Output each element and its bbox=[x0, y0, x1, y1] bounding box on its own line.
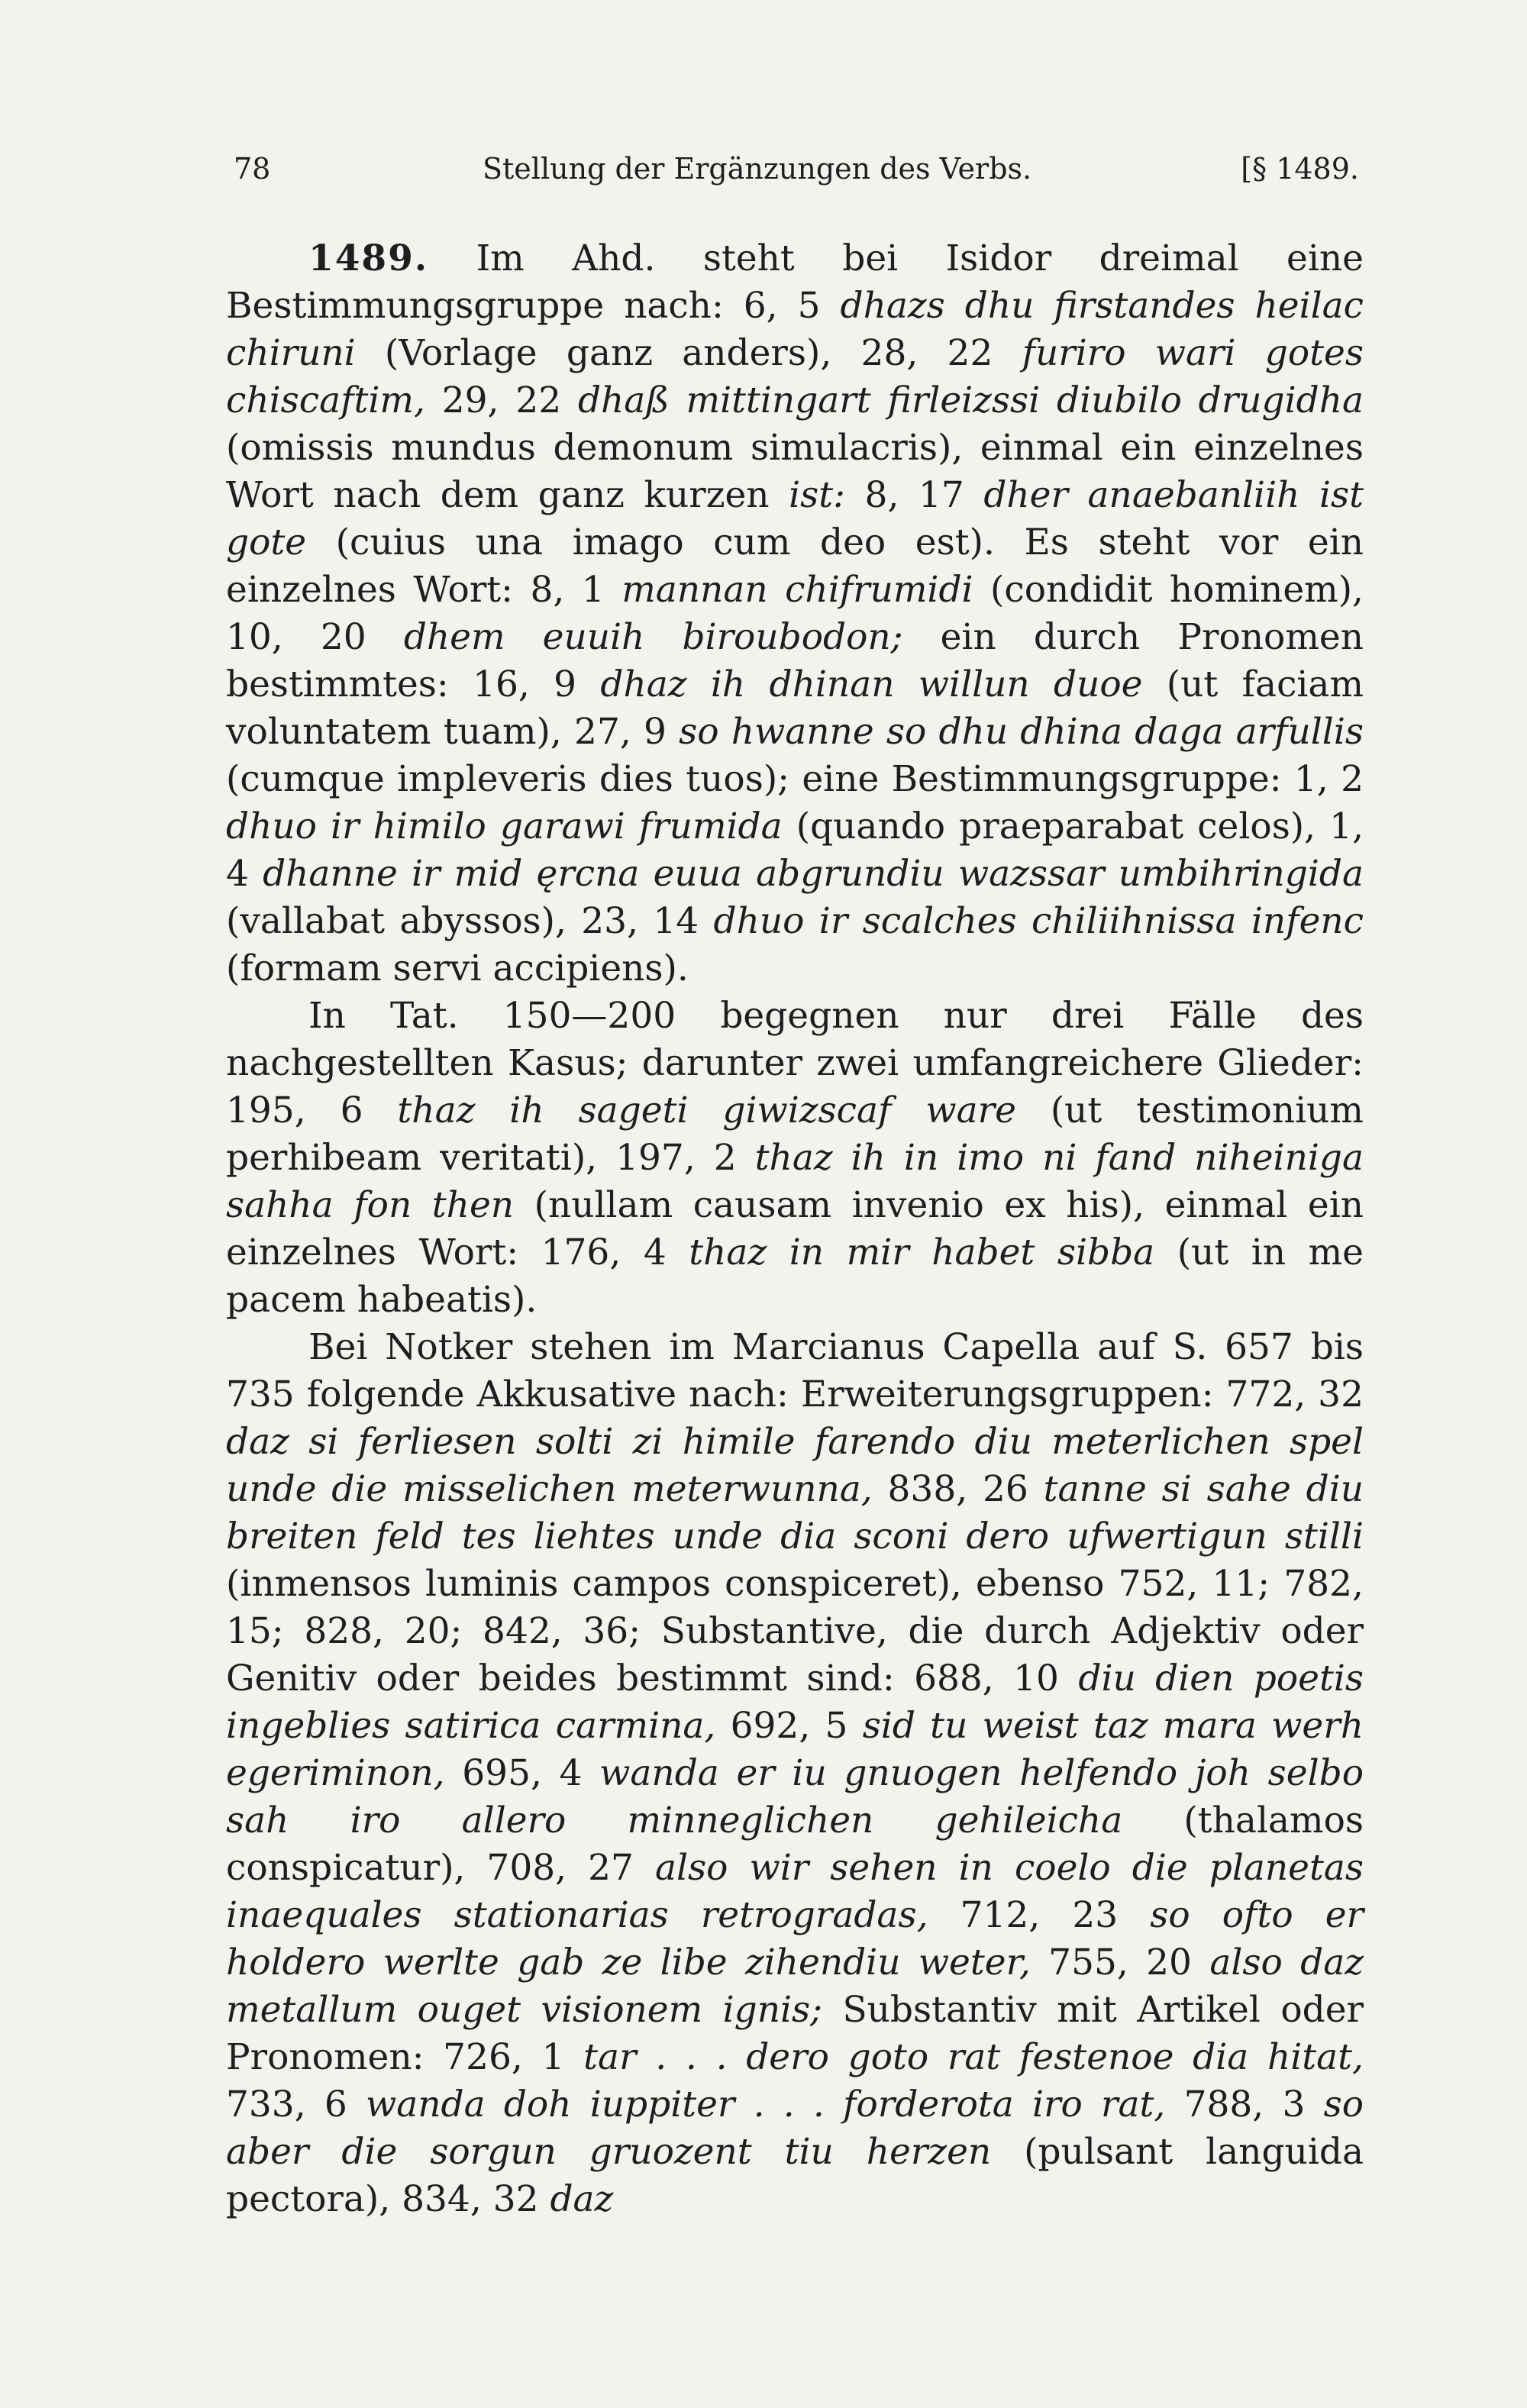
old-high-german-quote: so aber die sorgun gruozent tiu herzen bbox=[226, 2084, 1364, 2173]
text-run: (ut in me pacem habeatis). bbox=[226, 1231, 1364, 1321]
text-run: (nullam causam invenio ex his), einmal ein einzelnes Wort: 176, 4 bbox=[226, 1184, 1364, 1273]
text-run: ein durch Pronomen bestimmtes: 16, 9 bbox=[226, 616, 1364, 705]
text-run: (cuius una imago cum deo est). Es steht vor ein einzelnes Wort: 8, 1 bbox=[226, 521, 1364, 611]
old-high-german-quote: dhaz ih dhinan willun duoe bbox=[600, 663, 1143, 705]
section-reference: [§ 1489. bbox=[1241, 152, 1359, 186]
text-run: 788, 3 bbox=[1165, 2084, 1324, 2126]
text-run: (ut testimonium perhibeam veritati), 197, 2 bbox=[226, 1089, 1364, 1179]
text-run: (inmensos luminis campos conspiceret), ebenso 752, 11; 782, 15; 828, 20; 842, 36; Substantive, die durch Adjektiv oder Genitiv oder beides bestimmt sind: 688, 10 bbox=[226, 1563, 1364, 1699]
old-high-german-quote: dher anaebanliih ist gote bbox=[226, 474, 1364, 563]
text-run: (omissis mundus demonum simulacris), einmal ein einzelnes Wort nach dem ganz kurzen bbox=[226, 427, 1364, 516]
section-number: 1489. bbox=[308, 237, 429, 279]
text-run: (quando praeparabat celos), 1, 4 bbox=[226, 805, 1364, 895]
old-high-german-quote: tar . . . dero goto rat festenoe dia hitat, bbox=[583, 2036, 1364, 2078]
text-run: 838, 26 bbox=[872, 1468, 1044, 1510]
old-high-german-quote: dhanne ir mid ęrcna euua abgrundiu wazssar umbihringida bbox=[263, 853, 1364, 895]
old-high-german-quote: dhuo ir scalches chiliihnissa infenc bbox=[713, 900, 1364, 942]
old-high-german-quote: thaz in mir habet sibba bbox=[689, 1231, 1155, 1273]
text-run: (pulsant languida pectora), 834, 32 bbox=[226, 2131, 1364, 2220]
text-run: 755, 20 bbox=[1030, 1942, 1210, 1984]
old-high-german-quote: wanda doh iuppiter . . . forderota iro rat, bbox=[366, 2084, 1166, 2126]
text-run: (thalamos conspicatur), 708, 27 bbox=[226, 1800, 1364, 1889]
text-run: Bei Notker stehen im Marcianus Capella auf S. 657 bis 735 folgende Akkusative nach: Erweiterungsgruppen: 772, 32 bbox=[226, 1326, 1364, 1415]
old-high-german-quote: also daz metallum ouget visionem ignis; bbox=[226, 1942, 1364, 2031]
old-high-german-quote: so hwanne so dhu dhina daga arfullis bbox=[679, 711, 1364, 753]
text-run: 692, 5 bbox=[715, 1705, 863, 1747]
text-run: In Tat. 150—200 begegnen nur drei Fälle des nachgestellten Kasus; darunter zwei umfangreichere Glieder: 195, 6 bbox=[226, 995, 1364, 1131]
page-number: 78 bbox=[234, 152, 271, 186]
old-high-german-quote: thaz ih sageti giwizscaf ware bbox=[397, 1089, 1016, 1131]
old-high-german-quote: daz bbox=[550, 2178, 614, 2220]
text-run: 733, 6 bbox=[226, 2084, 366, 2126]
text-run: (vallabat abyssos), 23, 14 bbox=[226, 900, 714, 942]
text-run: 29, 22 bbox=[425, 379, 578, 421]
text-run: Substantiv mit Artikel oder Pronomen: 726, 1 bbox=[226, 1989, 1364, 2078]
old-high-german-quote: also wir sehen in coelo die planetas inaequales stationarias retrogradas, bbox=[226, 1847, 1364, 1936]
old-high-german-quote: so ofto er holdero werlte gab ze libe zihendiu weter, bbox=[226, 1894, 1364, 1984]
paragraph bbox=[226, 993, 1364, 1324]
text-run: (cumque impleveris dies tuos); eine Bestimmungsgruppe: 1, 2 bbox=[226, 758, 1364, 800]
old-high-german-quote: wanda er iu gnuogen helfendo joh selbo sah iro allero minneglichen gehileicha bbox=[226, 1752, 1364, 1842]
text-run: Im Ahd. steht bei Isidor dreimal eine Bestimmungsgruppe nach: 6, 5 bbox=[226, 237, 1364, 327]
old-high-german-quote: tanne si sahe diu breiten feld tes liehtes unde dia sconi dero ufwertigun stilli bbox=[226, 1468, 1364, 1557]
text-run: 8, 17 bbox=[845, 474, 984, 516]
old-high-german-quote: diu dien poetis ingeblies satirica carmina, bbox=[226, 1658, 1364, 1747]
old-high-german-quote: dhem euuih biroubodon; bbox=[403, 616, 903, 658]
paragraph bbox=[226, 1324, 1364, 2223]
old-high-german-quote: dhuo ir himilo garawi frumida bbox=[226, 805, 783, 847]
old-high-german-quote: dhazs dhu firstandes heilac chiruni bbox=[226, 285, 1364, 374]
text-run: (condidit hominem), 10, 20 bbox=[226, 569, 1364, 658]
body-text bbox=[226, 235, 1364, 2223]
text-run: (ut faciam voluntatem tuam), 27, 9 bbox=[226, 663, 1364, 753]
text-run: 695, 4 bbox=[444, 1752, 600, 1794]
text-run: (formam servi accipiens). bbox=[226, 947, 689, 989]
old-high-german-quote: furiro wari gotes chiscaftim, bbox=[226, 332, 1364, 421]
running-title: Stellung der Ergänzungen des Verbs. bbox=[483, 152, 1032, 186]
paragraph bbox=[226, 235, 1364, 993]
text-run: (Vorlage ganz anders), 28, 22 bbox=[355, 332, 1022, 374]
old-high-german-quote: mannan chifrumidi bbox=[621, 569, 973, 611]
old-high-german-quote: sid tu weist taz mara werh egeriminon, bbox=[226, 1705, 1364, 1794]
old-high-german-quote: thaz ih in imo ni fand niheiniga sahha fon then bbox=[226, 1137, 1364, 1226]
text-run: 712, 23 bbox=[928, 1894, 1151, 1936]
old-high-german-quote: daz si ferliesen solti zi himile farendo diu meterlichen spel unde die misselichen meterwunna, bbox=[226, 1421, 1364, 1510]
old-high-german-quote: ist: bbox=[789, 474, 845, 516]
old-high-german-quote: dhaß mittingart firleizssi diubilo drugidha bbox=[577, 379, 1364, 421]
